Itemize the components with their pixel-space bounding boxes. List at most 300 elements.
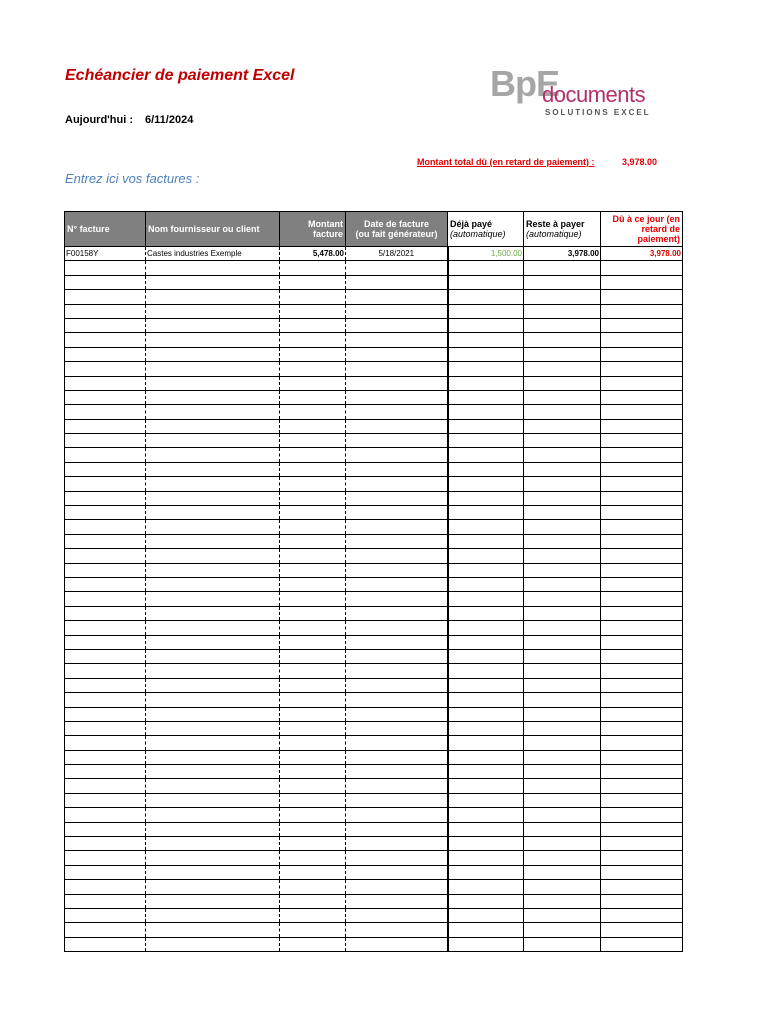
cell-remaining [524,563,601,577]
cell-date[interactable] [346,765,448,779]
cell-supplier[interactable] [146,506,280,520]
cell-amount[interactable] [280,736,346,750]
cell-supplier[interactable] [146,491,280,505]
total-due-label: Montant total dû (en retard de paiement) : [417,157,595,167]
cell-remaining [524,491,601,505]
cell-amount[interactable] [280,434,346,448]
cell-due [601,448,683,462]
cell-paid [448,434,524,448]
cell-amount[interactable] [280,261,346,275]
cell-supplier[interactable] [146,362,280,376]
header-remaining [524,212,601,247]
cell-invoice-no[interactable] [65,290,146,304]
cell-date[interactable] [346,477,448,491]
cell-paid [448,649,524,663]
cell-date[interactable]: 5/18/2021 [346,247,448,261]
cell-due [601,563,683,577]
cell-supplier[interactable] [146,908,280,922]
cell-date[interactable] [346,923,448,937]
cell-remaining [524,649,601,663]
cell-amount[interactable] [280,477,346,491]
cell-supplier[interactable] [146,621,280,635]
table-row [65,635,683,649]
cell-due [601,649,683,663]
cell-invoice-no[interactable] [65,750,146,764]
cell-date[interactable] [346,779,448,793]
cell-supplier[interactable] [146,448,280,462]
cell-amount[interactable] [280,908,346,922]
cell-amount[interactable] [280,592,346,606]
table-row [65,606,683,620]
header-remaining-line2: (automatique) [526,229,582,239]
cell-invoice-no[interactable] [65,563,146,577]
cell-supplier[interactable] [146,693,280,707]
cell-supplier[interactable] [146,606,280,620]
cell-date[interactable] [346,419,448,433]
cell-due [601,405,683,419]
cell-remaining [524,707,601,721]
cell-amount[interactable] [280,549,346,563]
table-row [65,520,683,534]
cell-supplier[interactable] [146,390,280,404]
cell-supplier[interactable] [146,822,280,836]
cell-paid [448,419,524,433]
cell-due [601,333,683,347]
cell-paid [448,275,524,289]
cell-remaining [524,606,601,620]
cell-supplier[interactable] [146,347,280,361]
table-row [65,448,683,462]
cell-date[interactable] [346,808,448,822]
table-row [65,664,683,678]
cell-amount[interactable] [280,390,346,404]
cell-amount[interactable] [280,318,346,332]
cell-paid: 1,500.00 [448,247,524,261]
cell-paid [448,779,524,793]
cell-amount[interactable] [280,376,346,390]
cell-date[interactable] [346,707,448,721]
cell-supplier[interactable] [146,837,280,851]
cell-amount[interactable] [280,304,346,318]
cell-supplier[interactable] [146,894,280,908]
cell-date[interactable] [346,621,448,635]
cell-amount[interactable] [280,865,346,879]
table-row [65,405,683,419]
cell-invoice-no[interactable] [65,937,146,951]
cell-date[interactable] [346,462,448,476]
table-row [65,563,683,577]
cell-paid [448,491,524,505]
table-row [65,721,683,735]
cell-date[interactable] [346,390,448,404]
cell-supplier[interactable] [146,477,280,491]
cell-supplier[interactable] [146,318,280,332]
cell-paid [448,851,524,865]
cell-amount[interactable] [280,534,346,548]
cell-supplier[interactable] [146,779,280,793]
cell-date[interactable] [346,693,448,707]
cell-invoice-no[interactable] [65,606,146,620]
cell-supplier[interactable] [146,376,280,390]
table-row [65,434,683,448]
cell-invoice-no[interactable] [65,477,146,491]
cell-date[interactable] [346,520,448,534]
cell-invoice-no[interactable] [65,304,146,318]
cell-remaining [524,923,601,937]
cell-due [601,477,683,491]
cell-invoice-no[interactable] [65,592,146,606]
cell-supplier[interactable] [146,880,280,894]
cell-date[interactable] [346,506,448,520]
cell-amount[interactable] [280,837,346,851]
cell-supplier[interactable] [146,434,280,448]
cell-date[interactable] [346,606,448,620]
cell-amount[interactable] [280,894,346,908]
cell-paid [448,707,524,721]
cell-supplier[interactable] [146,261,280,275]
cell-invoice-no[interactable] [65,851,146,865]
cell-date[interactable] [346,793,448,807]
cell-supplier[interactable] [146,808,280,822]
cell-invoice-no[interactable] [65,390,146,404]
cell-remaining [524,506,601,520]
cell-amount[interactable] [280,721,346,735]
table-row [65,477,683,491]
cell-amount[interactable] [280,405,346,419]
cell-amount[interactable] [280,808,346,822]
cell-invoice-no[interactable] [65,721,146,735]
cell-supplier[interactable] [146,290,280,304]
cell-supplier[interactable] [146,419,280,433]
cell-invoice-no[interactable] [65,894,146,908]
cell-due [601,664,683,678]
cell-date[interactable] [346,851,448,865]
cell-amount[interactable] [280,419,346,433]
cell-date[interactable] [346,678,448,692]
cell-invoice-no[interactable] [65,549,146,563]
cell-invoice-no[interactable] [65,577,146,591]
cell-date[interactable] [346,908,448,922]
today-value: 6/11/2024 [145,114,194,126]
table-row [65,304,683,318]
cell-date[interactable] [346,894,448,908]
company-logo [490,64,660,120]
cell-date[interactable] [346,261,448,275]
cell-paid [448,635,524,649]
cell-amount[interactable] [280,923,346,937]
cell-amount[interactable] [280,506,346,520]
cell-invoice-no[interactable] [65,707,146,721]
cell-supplier[interactable] [146,577,280,591]
cell-supplier[interactable] [146,592,280,606]
cell-paid [448,894,524,908]
cell-date[interactable] [346,865,448,879]
cell-supplier[interactable] [146,534,280,548]
cell-invoice-no[interactable] [65,534,146,548]
cell-due [601,549,683,563]
cell-invoice-no[interactable]: F00158Y [65,247,146,261]
cell-due [601,491,683,505]
cell-invoice-no[interactable] [65,333,146,347]
cell-remaining [524,621,601,635]
cell-amount[interactable]: 5,478.00 [280,247,346,261]
cell-date[interactable] [346,304,448,318]
cell-paid [448,405,524,419]
cell-invoice-no[interactable] [65,779,146,793]
cell-invoice-no[interactable] [65,362,146,376]
cell-due [601,865,683,879]
cell-remaining [524,837,601,851]
cell-invoice-no[interactable] [65,793,146,807]
cell-invoice-no[interactable] [65,808,146,822]
cell-due [601,750,683,764]
cell-date[interactable] [346,362,448,376]
cell-date[interactable] [346,721,448,735]
cell-invoice-no[interactable] [65,275,146,289]
cell-remaining [524,765,601,779]
cell-supplier[interactable] [146,736,280,750]
cell-amount[interactable] [280,520,346,534]
cell-supplier[interactable] [146,333,280,347]
cell-supplier[interactable] [146,405,280,419]
cell-invoice-no[interactable] [65,376,146,390]
cell-supplier[interactable] [146,664,280,678]
cell-invoice-no[interactable] [65,765,146,779]
cell-amount[interactable] [280,606,346,620]
cell-date[interactable] [346,534,448,548]
cell-invoice-no[interactable] [65,693,146,707]
cell-supplier[interactable] [146,635,280,649]
cell-amount[interactable] [280,678,346,692]
cell-date[interactable] [346,434,448,448]
cell-amount[interactable] [280,937,346,951]
cell-amount[interactable] [280,462,346,476]
cell-supplier[interactable] [146,721,280,735]
cell-invoice-no[interactable] [65,419,146,433]
cell-amount[interactable] [280,765,346,779]
cell-supplier[interactable] [146,923,280,937]
cell-amount[interactable] [280,362,346,376]
cell-supplier[interactable] [146,851,280,865]
cell-invoice-no[interactable] [65,649,146,663]
cell-supplier[interactable] [146,462,280,476]
cell-paid [448,261,524,275]
header-date-line1: Date de facture [363,219,430,229]
cell-amount[interactable] [280,707,346,721]
cell-invoice-no[interactable] [65,448,146,462]
cell-amount[interactable] [280,491,346,505]
cell-supplier[interactable] [146,937,280,951]
cell-paid [448,865,524,879]
cell-supplier[interactable]: Castes industries Exemple [146,247,280,261]
cell-supplier[interactable] [146,765,280,779]
logo-tagline: SOLUTIONS EXCEL [545,108,651,117]
cell-date[interactable] [346,275,448,289]
cell-remaining [524,405,601,419]
cell-date[interactable] [346,635,448,649]
cell-due [601,577,683,591]
cell-remaining [524,851,601,865]
cell-date[interactable] [346,376,448,390]
cell-due [601,822,683,836]
table-row [65,793,683,807]
cell-invoice-no[interactable] [65,405,146,419]
cell-invoice-no[interactable] [65,261,146,275]
cell-paid [448,808,524,822]
cell-date[interactable] [346,837,448,851]
cell-supplier[interactable] [146,865,280,879]
cell-supplier[interactable] [146,750,280,764]
table-row [65,592,683,606]
cell-amount[interactable] [280,851,346,865]
cell-date[interactable] [346,937,448,951]
cell-invoice-no[interactable] [65,318,146,332]
cell-invoice-no[interactable] [65,491,146,505]
cell-due [601,635,683,649]
header-invoice-no: N° facture [65,212,146,247]
cell-due [601,837,683,851]
cell-supplier[interactable] [146,707,280,721]
table-row [65,779,683,793]
cell-supplier[interactable] [146,549,280,563]
cell-supplier[interactable] [146,520,280,534]
cell-date[interactable] [346,577,448,591]
cell-invoice-no[interactable] [65,865,146,879]
cell-amount[interactable] [280,275,346,289]
cell-date[interactable] [346,290,448,304]
table-row [65,261,683,275]
cell-invoice-no[interactable] [65,664,146,678]
cell-amount[interactable] [280,880,346,894]
cell-remaining [524,534,601,548]
cell-remaining [524,793,601,807]
cell-paid [448,549,524,563]
cell-paid [448,822,524,836]
cell-paid [448,721,524,735]
table-row [65,506,683,520]
cell-amount[interactable] [280,290,346,304]
cell-remaining [524,304,601,318]
cell-due [601,592,683,606]
cell-date[interactable] [346,318,448,332]
cell-supplier[interactable] [146,563,280,577]
cell-date[interactable] [346,649,448,663]
table-row [65,534,683,548]
cell-amount[interactable] [280,779,346,793]
cell-invoice-no[interactable] [65,347,146,361]
cell-invoice-no[interactable] [65,621,146,635]
table-row [65,247,683,261]
cell-supplier[interactable] [146,649,280,663]
table-row [65,908,683,922]
cell-due [601,793,683,807]
table-row [65,362,683,376]
cell-amount[interactable] [280,448,346,462]
cell-date[interactable] [346,592,448,606]
cell-due [601,621,683,635]
cell-invoice-no[interactable] [65,923,146,937]
cell-supplier[interactable] [146,793,280,807]
cell-date[interactable] [346,405,448,419]
cell-invoice-no[interactable] [65,506,146,520]
cell-paid [448,678,524,692]
cell-paid [448,577,524,591]
cell-due [601,434,683,448]
cell-amount[interactable] [280,577,346,591]
cell-due [601,923,683,937]
cell-date[interactable] [346,549,448,563]
cell-date[interactable] [346,448,448,462]
header-date [346,212,448,247]
cell-due [601,707,683,721]
cell-paid [448,693,524,707]
cell-amount[interactable] [280,750,346,764]
cell-due [601,390,683,404]
cell-paid [448,880,524,894]
cell-supplier[interactable] [146,275,280,289]
cell-date[interactable] [346,563,448,577]
cell-date[interactable] [346,750,448,764]
cell-amount[interactable] [280,333,346,347]
table-row [65,736,683,750]
cell-supplier[interactable] [146,304,280,318]
header-amount [280,212,346,247]
cell-remaining [524,894,601,908]
cell-amount[interactable] [280,649,346,663]
cell-remaining [524,592,601,606]
cell-supplier[interactable] [146,678,280,692]
cell-invoice-no[interactable] [65,678,146,692]
cell-invoice-no[interactable] [65,880,146,894]
cell-amount[interactable] [280,635,346,649]
cell-amount[interactable] [280,793,346,807]
cell-date[interactable] [346,347,448,361]
cell-due [601,534,683,548]
cell-invoice-no[interactable] [65,736,146,750]
cell-remaining [524,664,601,678]
cell-invoice-no[interactable] [65,434,146,448]
cell-due [601,765,683,779]
cell-date[interactable] [346,491,448,505]
table-row [65,290,683,304]
cell-amount[interactable] [280,563,346,577]
cell-amount[interactable] [280,693,346,707]
cell-due [601,376,683,390]
cell-invoice-no[interactable] [65,462,146,476]
cell-amount[interactable] [280,347,346,361]
cell-remaining [524,908,601,922]
cell-date[interactable] [346,333,448,347]
cell-date[interactable] [346,822,448,836]
cell-invoice-no[interactable] [65,908,146,922]
cell-remaining [524,347,601,361]
cell-invoice-no[interactable] [65,635,146,649]
cell-invoice-no[interactable] [65,822,146,836]
cell-remaining [524,549,601,563]
cell-date[interactable] [346,736,448,750]
cell-paid [448,837,524,851]
table-row [65,347,683,361]
cell-invoice-no[interactable] [65,520,146,534]
cell-remaining [524,721,601,735]
cell-date[interactable] [346,880,448,894]
cell-paid [448,347,524,361]
cell-amount[interactable] [280,621,346,635]
cell-amount[interactable] [280,664,346,678]
cell-date[interactable] [346,664,448,678]
cell-invoice-no[interactable] [65,837,146,851]
cell-amount[interactable] [280,822,346,836]
